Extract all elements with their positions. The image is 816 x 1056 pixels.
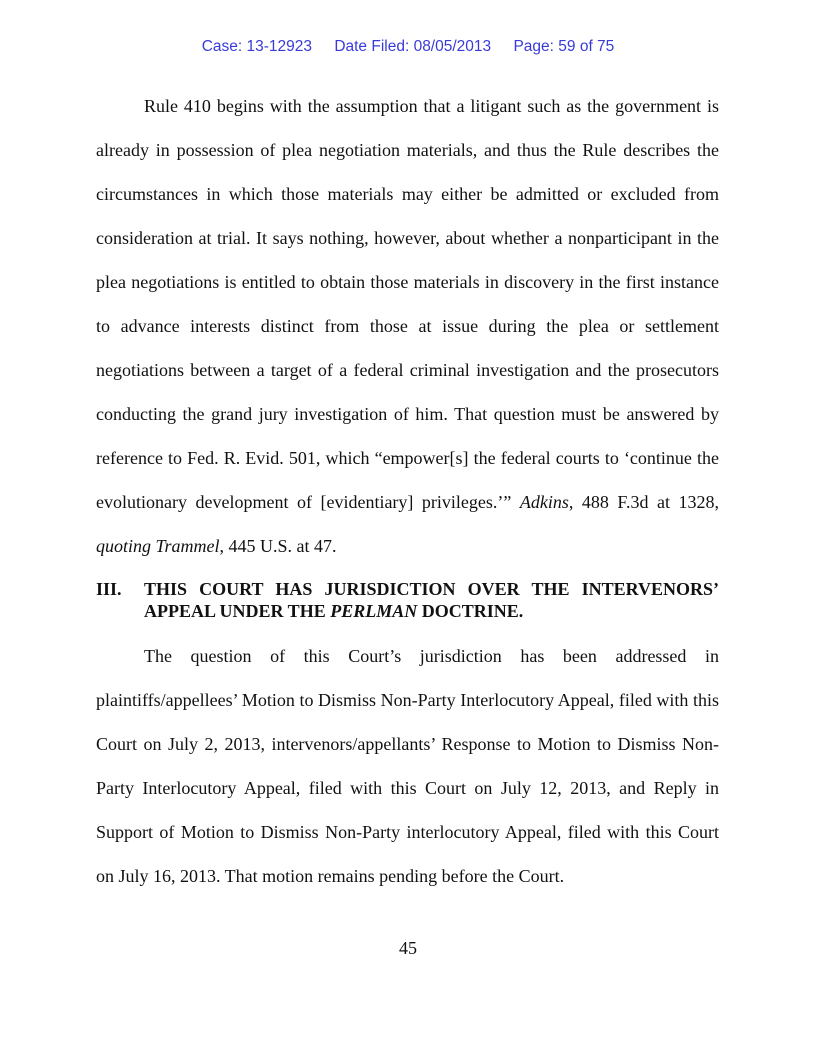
section-title-text-end: DOCTRINE. — [417, 601, 524, 621]
citation-adkins: Adkins — [519, 492, 569, 512]
page-number: 45 — [399, 938, 417, 958]
date-filed: Date Filed: 08/05/2013 — [334, 38, 492, 55]
section-title-text: APPEAL UNDER THE — [144, 601, 331, 621]
case-number: Case: 13-12923 — [201, 38, 312, 55]
paragraph-text: Rule 410 begins with the assumption that a litigant such as the government is already in possession of plea negotiation materials, and thus the Rule describes the circumstances in which those materials may either be admitted or excluded from consideration at trial. It says nothing, however, about whether a nonparticipant in the plea negotiations is entitled to obtain those materials in discovery in the first instance to advance interests distinct from those at issue during the plea or settlement negotiations between a target of a federal criminal investigation and the prosecutors conducting the grand jury investigation of him. That question must be answered by reference to Fed. R. Evid. 501, which “empower[s] the federal courts to ‘continue the evolutionary development of [evidentiary] privileges.’” — [96, 96, 719, 512]
section-title-line1: THIS COURT HAS JURISDICTION OVER THE INTERVENORS’ — [144, 579, 719, 599]
citation-trammel-rest: , 445 U.S. at 47. — [219, 536, 337, 556]
citation-trammel: quoting Trammel — [96, 536, 220, 556]
section-title-line2 — [144, 601, 523, 621]
paragraph-rule-410 — [96, 84, 719, 568]
perlman-term: PERLMAN — [330, 601, 418, 621]
citation-adkins-rest: , 488 F.3d at 1328, — [568, 492, 720, 512]
page-indicator: Page: 59 of 75 — [513, 38, 615, 55]
filing-header — [0, 38, 816, 56]
paragraph-text: The question of this Court’s jurisdiction has been addressed in plaintiffs/appellees’ Motion to Dismiss Non-Party Interlocutory Appeal, filed with this Court on July 2, 2013, intervenors/appellants’ Response to Motion to Dismiss Non-Party Interlocutory Appeal, filed with this Court on July 12, 2013, and Reply in Support of Motion to Dismiss Non-Party interlocutory Appeal, filed with this Court on July 16, 2013. That motion remains pending before the Court. — [96, 646, 719, 886]
paragraph-jurisdiction — [96, 634, 719, 898]
section-heading — [96, 578, 719, 622]
section-number: III. — [96, 579, 122, 599]
